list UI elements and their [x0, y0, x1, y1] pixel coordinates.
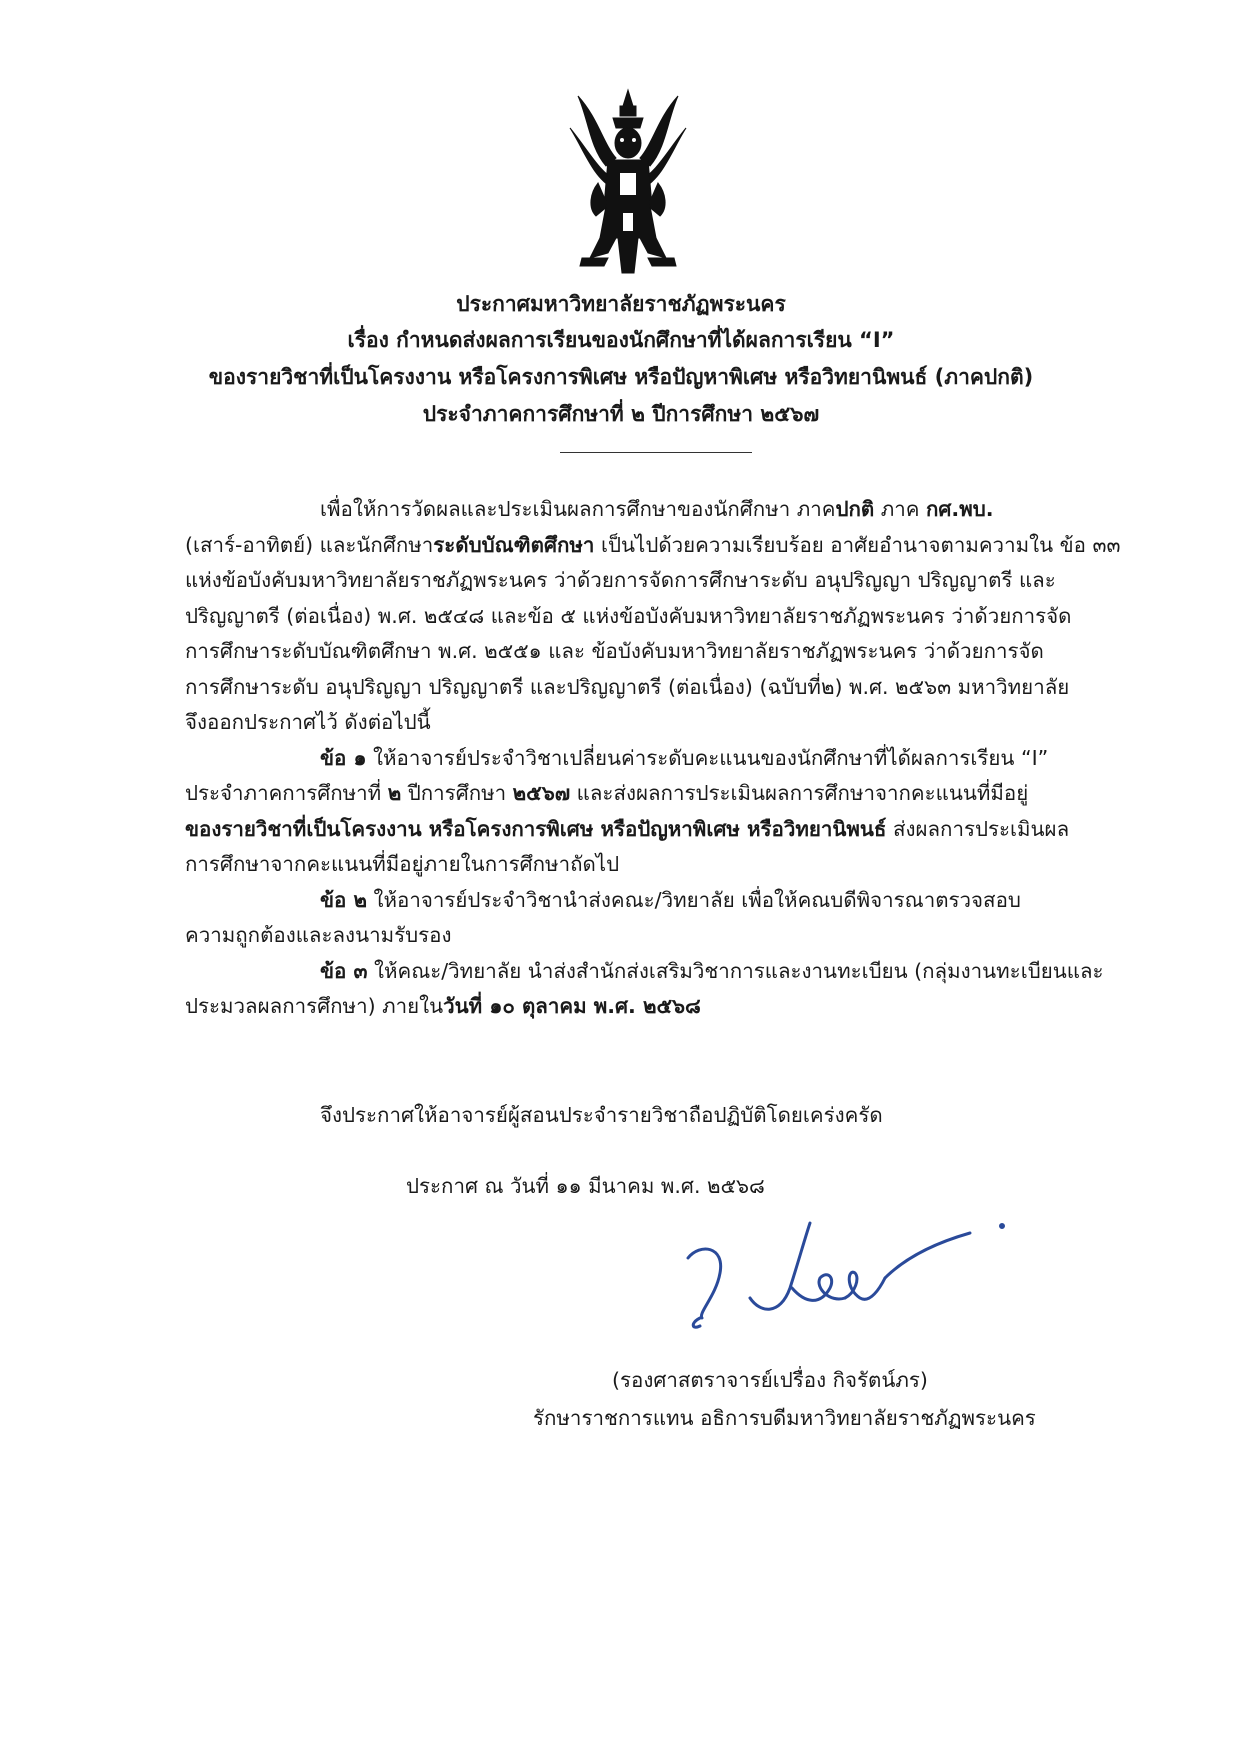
- para1-line: แห่งข้อบังคับมหาวิทยาลัยราชภัฏพระนคร ว่าด้วยการจัดการศึกษาระดับ อนุปริญญา ปริญญาตรี และ: [185, 568, 1056, 592]
- bold-span: วันที่ ๑๐ ตุลาคม พ.ศ. ๒๕๖๘: [443, 994, 701, 1018]
- text-span: เพื่อให้การวัดผลและประเมินผลการศึกษาของนักศึกษา ภาค: [320, 497, 836, 521]
- text-span: ปีการศึกษา: [401, 781, 513, 805]
- text-span: ให้อาจารย์ประจำวิชานำส่งคณะ/วิทยาลัย เพื่อให้คณบดีพิจารณาตรวจสอบ: [366, 887, 1021, 912]
- text-span: ส่งผลการประเมินผล: [886, 816, 1070, 841]
- para1-line: การศึกษาระดับบัณฑิตศึกษา พ.ศ. ๒๕๕๑ และ ข้อบังคับมหาวิทยาลัยราชภัฏพระนคร ว่าด้วยการจัด: [185, 639, 1044, 663]
- text-span: ภาค: [874, 497, 926, 521]
- announcement-body: [185, 492, 1127, 1025]
- text-span: (เสาร์-อาทิตย์) และนักศึกษา: [185, 532, 434, 557]
- item1-line: การศึกษาจากคะแนนที่มีอยู่ภายในการศึกษาถัดไป: [185, 852, 620, 876]
- announcement-title: ประกาศมหาวิทยาลัยราชภัฏพระนคร: [456, 292, 786, 316]
- signatory-name: (รองศาสตราจารย์เปรื่อง กิจรัตน์ภร): [612, 1368, 928, 1392]
- item-label: ข้อ ๑: [320, 745, 367, 770]
- item3-line: [185, 954, 1127, 990]
- para1-line: การศึกษาระดับ อนุปริญญา ปริญญาตรี และปริญญาตรี (ต่อเนื่อง) (ฉบับที่๒) พ.ศ. ๒๕๖๓ มหาวิทยาลัย: [185, 674, 1070, 699]
- bold-span: ของรายวิชาที่เป็นโครงงาน หรือโครงการพิเศษ หรือปัญหาพิเศษ หรือวิทยานิพนธ์: [185, 816, 887, 841]
- bold-span: ระดับบัณฑิตศึกษา: [433, 532, 595, 557]
- item1-line: [185, 812, 1127, 848]
- announcement-subject-line2: ของรายวิชาที่เป็นโครงงาน หรือโครงการพิเศษ หรือปัญหาพิเศษ หรือวิทยานิพนธ์ (ภาคปกติ): [208, 365, 1034, 389]
- item1-line: [185, 776, 1127, 812]
- signatory-position: รักษาราชการแทน อธิการบดีมหาวิทยาลัยราชภัฏพระนคร: [533, 1406, 1036, 1430]
- title-divider: [560, 452, 752, 453]
- announcement-date: ประกาศ ณ วันที่ ๑๑ มีนาคม พ.ศ. ๒๕๖๘: [406, 1174, 765, 1198]
- announcement-term: ประจำภาคการศึกษาที่ ๒ ปีการศึกษา ๒๕๖๗: [422, 402, 820, 426]
- bold-span: กศ.พบ.: [926, 497, 994, 521]
- text-span: เป็นไปด้วยความเรียบร้อย อาศัยอำนาจตามความใน ข้อ ๓๓: [594, 532, 1121, 557]
- item3-line: [185, 989, 1127, 1025]
- item1-line: [185, 741, 1127, 777]
- bold-span: ๒: [387, 781, 402, 805]
- text-span: ให้คณะ/วิทยาลัย นำส่งสำนักส่งเสริมวิชาการและงานทะเบียน (กลุ่มงานทะเบียนและ: [367, 958, 1104, 983]
- bold-span: ปกติ: [835, 497, 875, 521]
- item-label: ข้อ ๒: [320, 887, 367, 912]
- announcement-subject: เรื่อง กำหนดส่งผลการเรียนของนักศึกษาที่ได้ผลการเรียน “I”: [347, 328, 895, 352]
- closing-statement: จึงประกาศให้อาจารย์ผู้สอนประจำรายวิชาถือปฏิบัติโดยเคร่งครัด: [320, 1103, 883, 1127]
- para1-line: ปริญญาตรี (ต่อเนื่อง) พ.ศ. ๒๕๔๘ และข้อ ๕ แห่งข้อบังคับมหาวิทยาลัยราชภัฏพระนคร ว่าด้วยการจัด: [185, 603, 1072, 628]
- text-span: ให้อาจารย์ประจำวิชาเปลี่ยนค่าระดับคะแนนของนักศึกษาที่ได้ผลการเรียน “I”: [366, 745, 1049, 770]
- text-span: ประมวลผลการศึกษา) ภายใน: [185, 994, 444, 1018]
- item2-line: [185, 883, 1127, 919]
- text-span: และส่งผลการประเมินผลการศึกษาจากคะแนนที่มีอยู่: [570, 781, 1029, 805]
- para1-line: จึงออกประกาศไว้ ดังต่อไปนี้: [185, 710, 431, 734]
- para1-line: [185, 528, 1127, 564]
- text-span: ประจำภาคการศึกษาที่: [185, 781, 388, 805]
- garuda-emblem-icon: [568, 88, 688, 278]
- item2-line: ความถูกต้องและลงนามรับรอง: [185, 923, 452, 947]
- bold-span: ๒๕๖๗: [512, 781, 571, 805]
- handwritten-signature: [680, 1218, 1010, 1353]
- para1-line: [185, 492, 1127, 528]
- item-label: ข้อ ๓: [320, 958, 368, 983]
